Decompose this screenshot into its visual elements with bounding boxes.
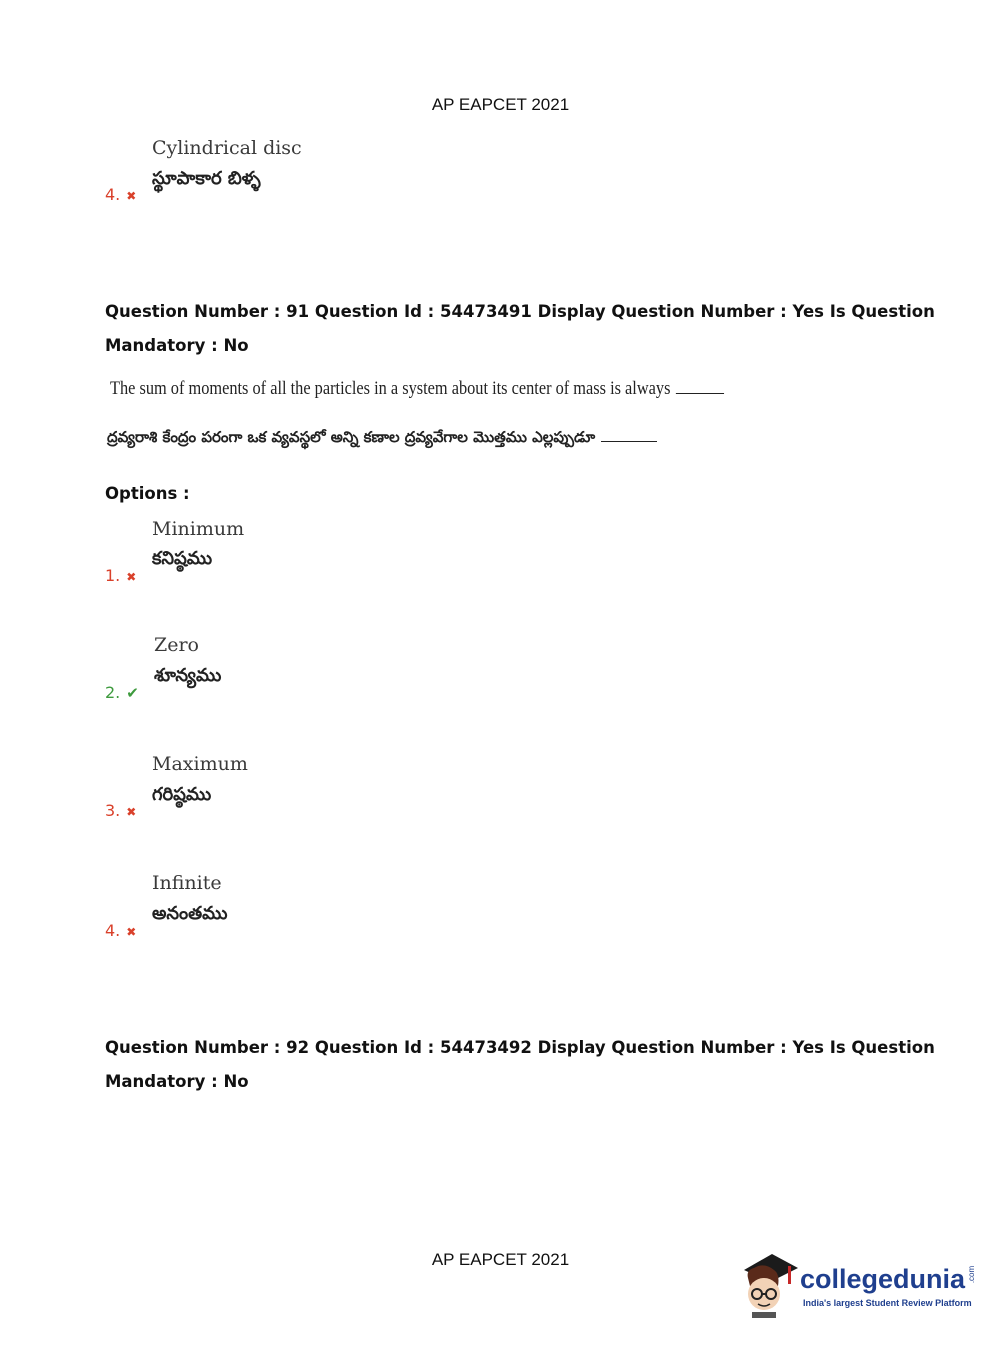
option-english-text: Maximum [152, 753, 248, 775]
logo-wordmark [800, 1264, 982, 1295]
answer-blank [676, 392, 724, 394]
options-label: Options : [105, 484, 190, 503]
wrong-cross-icon: ✖ [126, 189, 137, 203]
option-english-text: Minimum [152, 518, 245, 540]
option-number-label: 4. [105, 185, 121, 204]
option-telugu-text: గరిష్ఠము [152, 784, 212, 805]
question-stem-telugu [107, 428, 657, 450]
option-telugu-text: కనిష్ఠము [152, 548, 213, 569]
option-telugu-text: అనంతము [152, 903, 228, 924]
question-meta-line: Question Number : 91 Question Id : 54473491 Display Question Number : Yes Is Question [105, 302, 935, 321]
question-mandatory-line: Mandatory : No [105, 336, 249, 355]
option-number [105, 801, 136, 820]
collegedunia-logo [740, 1248, 977, 1320]
mascot-icon [740, 1248, 800, 1320]
page-footer: AP EAPCET 2021 [431, 1250, 570, 1269]
option-english-text: Zero [154, 634, 199, 656]
option-number [105, 921, 136, 940]
answer-blank [601, 440, 657, 442]
option-number [105, 683, 139, 702]
option-telugu-text: స్థూపాకార బిళ్ళ [152, 168, 261, 189]
option-number-label: 1. [105, 566, 121, 585]
wrong-cross-icon: ✖ [126, 570, 137, 584]
option-number [105, 566, 136, 585]
stem-english-text: The sum of moments of all the particles in a system about its center of mass is always [110, 378, 671, 399]
question-meta-line: Question Number : 92 Question Id : 54473492 Display Question Number : Yes Is Question [105, 1038, 935, 1057]
option-english-text: Cylindrical disc [152, 137, 302, 159]
option-number [105, 185, 136, 204]
logo-tagline: India's largest Student Review Platform [803, 1298, 972, 1308]
option-english-text: Infinite [152, 872, 222, 894]
question-stem-english [110, 378, 724, 400]
option-number-label: 4. [105, 921, 121, 940]
option-number-label: 2. [105, 683, 121, 702]
option-telugu-text: శూన్యము [154, 665, 222, 686]
stem-telugu-text: ద్రవ్యరాశి కేంద్రం పరంగా ఒక వ్యవస్థలో అన్ని కణాల ద్రవ్యవేగాల మొత్తము ఎల్లప్పుడూ [107, 428, 596, 446]
page-header: AP EAPCET 2021 [431, 95, 570, 114]
question-mandatory-line: Mandatory : No [105, 1072, 249, 1091]
logo-name: collegedunia [800, 1264, 966, 1294]
option-number-label: 3. [105, 801, 121, 820]
logo-suffix: .com [967, 1265, 977, 1284]
correct-check-icon: ✔ [126, 684, 139, 702]
wrong-cross-icon: ✖ [126, 805, 137, 819]
wrong-cross-icon: ✖ [126, 925, 137, 939]
